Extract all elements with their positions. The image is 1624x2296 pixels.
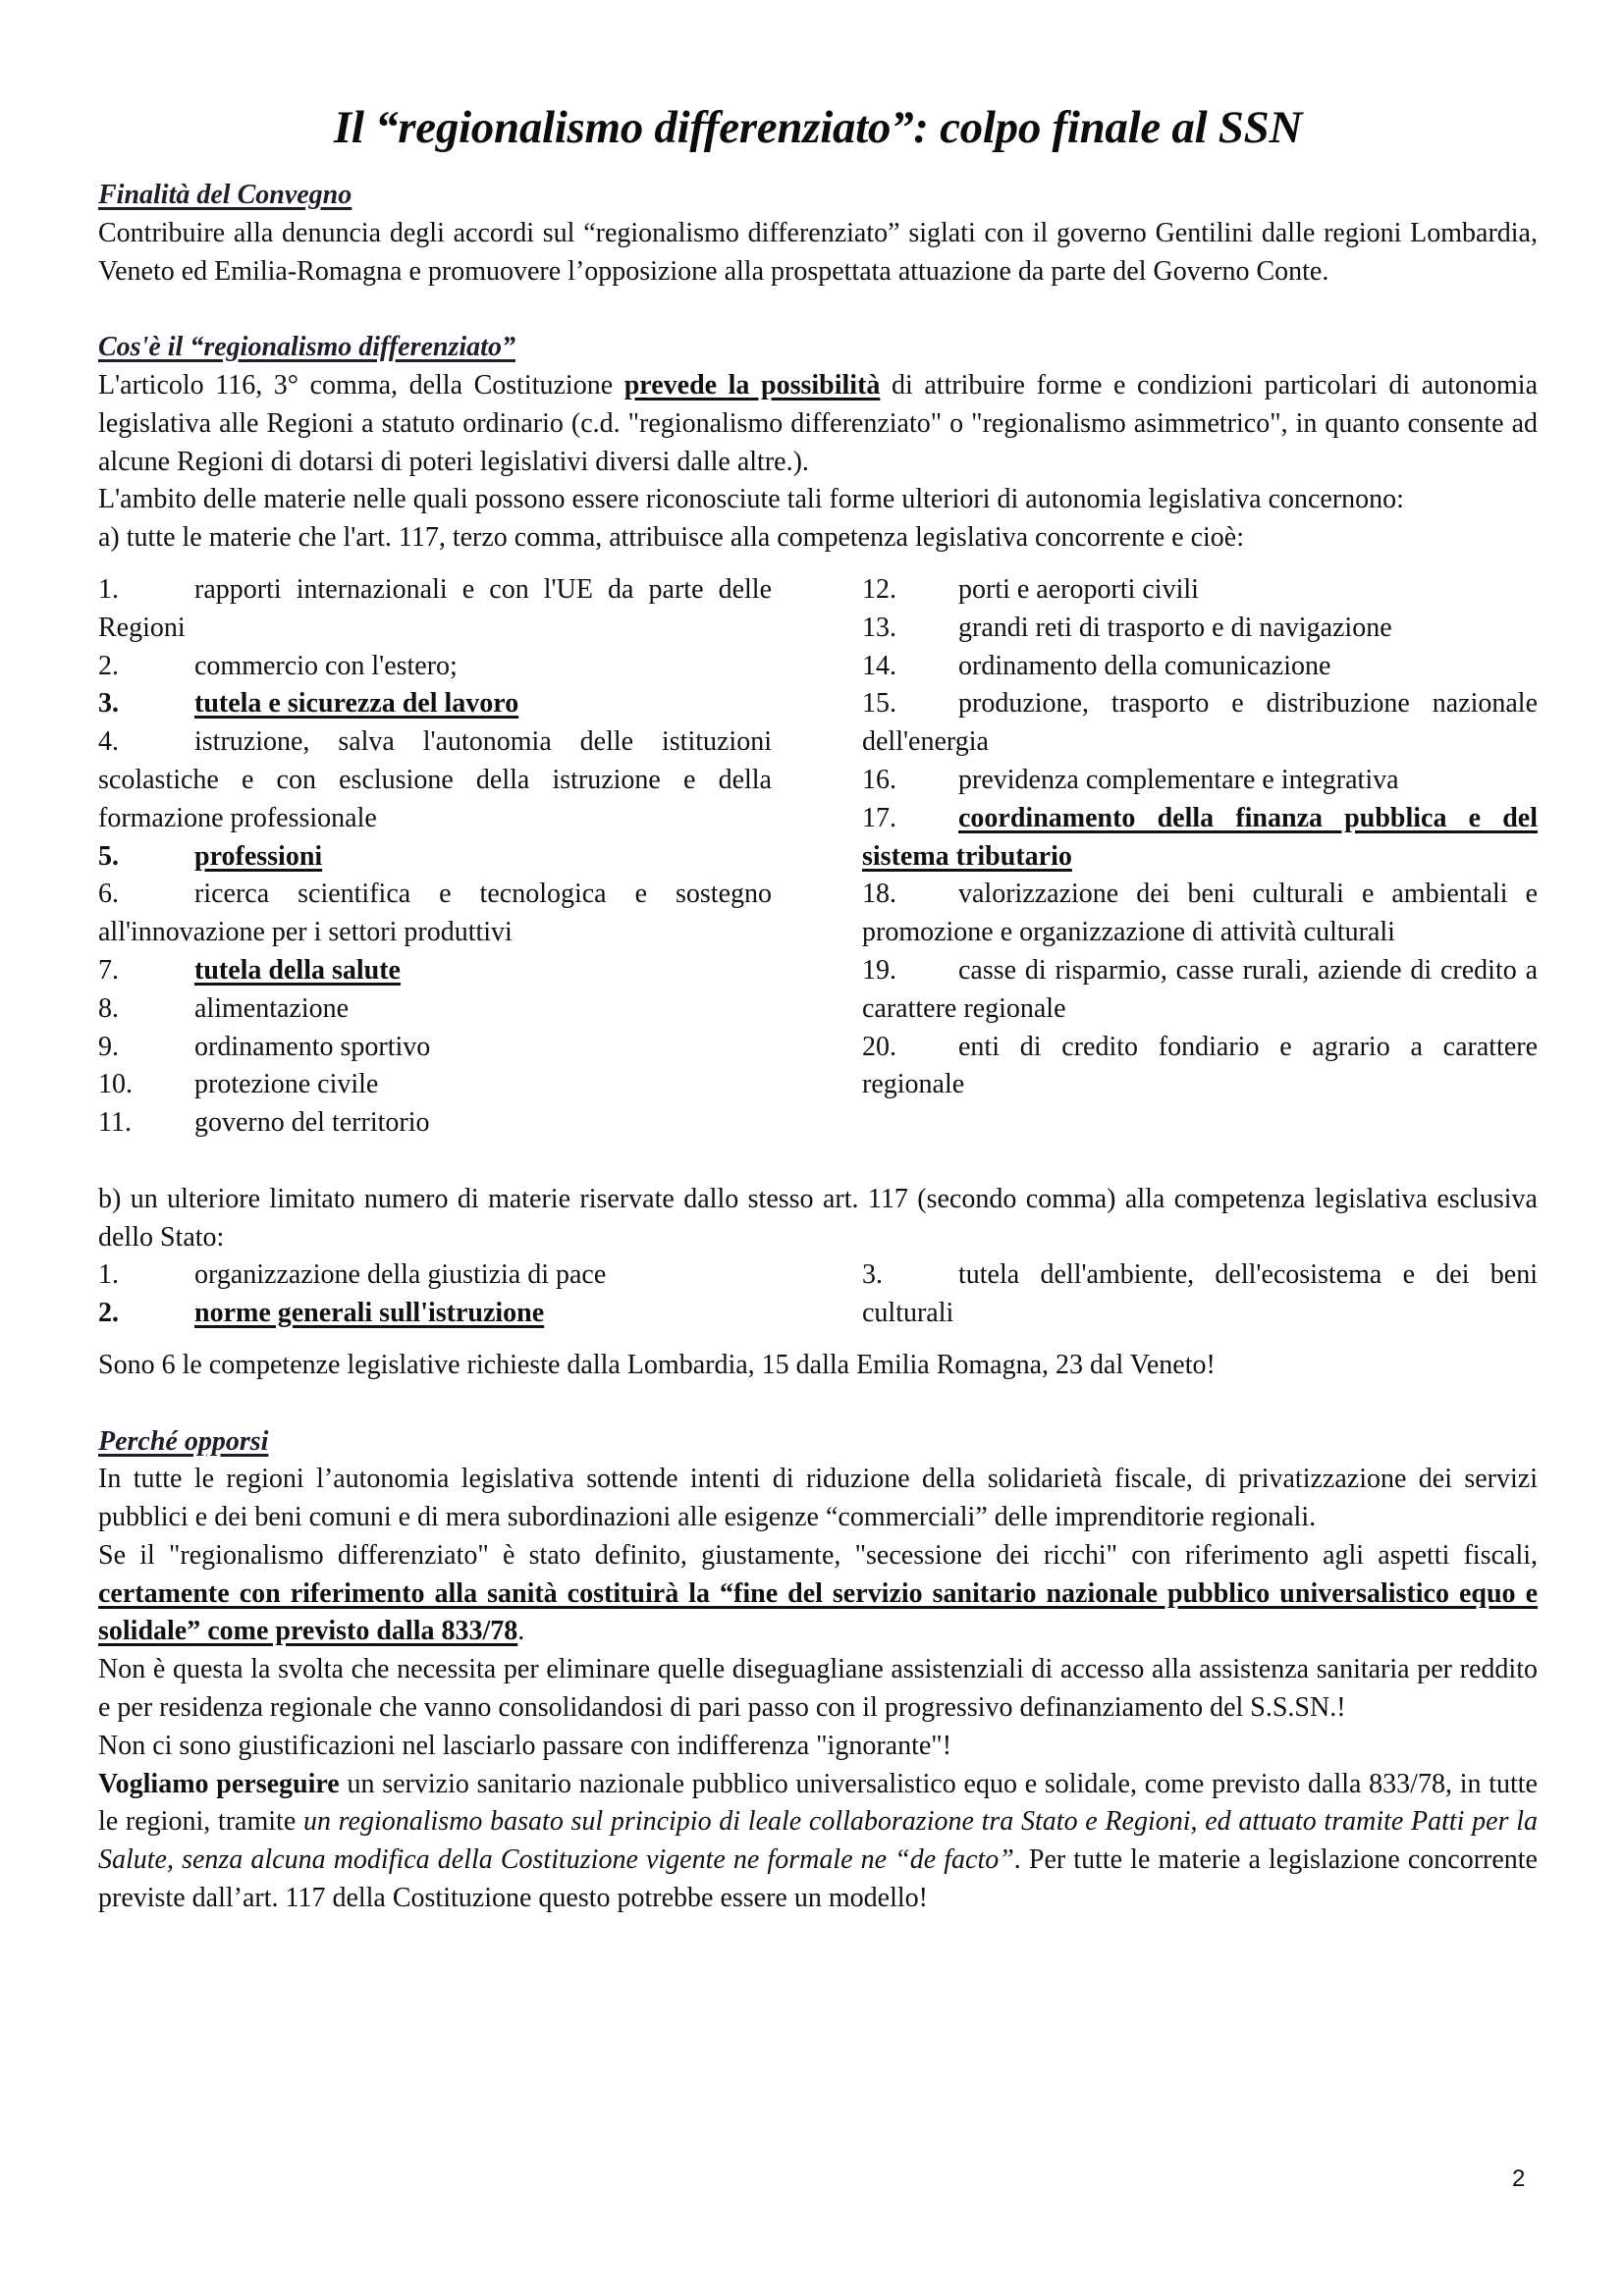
- text-span: Se il "regionalismo differenziato" è stato definito, giustamente, "secessione dei ricchi" con riferimento agli aspetti fiscali,: [98, 1539, 1538, 1571]
- list-item-number: 15.: [862, 688, 896, 720]
- list-item-text: coordinamento della finanza pubblica e del sistema tributario: [862, 802, 1538, 872]
- list-item-text: produzione, trasporto e distribuzione nazionale dell'energia: [862, 688, 1538, 758]
- list-item-text: previdenza complementare e integrativa: [958, 764, 1399, 795]
- list-item-text: valorizzazione dei beni culturali e ambientali e promozione e organizzazione di attività culturali: [862, 879, 1538, 948]
- list-item: [862, 571, 1538, 610]
- section-finalita: [98, 177, 1538, 291]
- list-item-number: 19.: [862, 954, 896, 986]
- list-item-number: 3.: [862, 1259, 883, 1291]
- paragraph: L'ambito delle materie nelle quali possono essere riconosciute tali forme ulteriori di autonomia legislativa concernono:: [98, 484, 1404, 515]
- list-item: [98, 838, 772, 877]
- document-page: [98, 98, 1538, 1918]
- list-item: [862, 610, 1538, 648]
- list-item-number: 20.: [862, 1031, 896, 1062]
- text-span: .: [517, 1616, 525, 1647]
- list-item-number: 2.: [98, 1298, 119, 1329]
- list-item-number: 5.: [98, 840, 119, 872]
- list-b-right-column: [862, 1256, 1538, 1333]
- list-item-text: norme generali sull'istruzione: [194, 1298, 545, 1329]
- list-item-text: tutela della salute: [194, 954, 401, 986]
- list-b: [98, 1256, 1538, 1333]
- section-heading: Perché opporsi: [98, 1425, 269, 1457]
- list-item: [862, 648, 1538, 686]
- paragraph: Non è questa la svolta che necessita per eliminare quelle diseguagliane assistenziali di accesso alla assistenza sanitaria per reddito e per residenza regionale che vanno consolidandosi di pari passo con il progressivo definanziamento del S.S.SN.!: [98, 1654, 1538, 1724]
- paragraph: [98, 1537, 1538, 1651]
- list-item: [862, 762, 1538, 800]
- list-item-number: 13.: [862, 612, 896, 643]
- list-item-number: 7.: [98, 954, 119, 986]
- list-item-text: tutela dell'ambiente, dell'ecosistema e dei beni culturali: [862, 1259, 1538, 1329]
- paragraph: Non ci sono giustificazioni nel lasciarlo passare con indifferenza "ignorante"!: [98, 1730, 952, 1761]
- list-item: [98, 952, 772, 990]
- list-a-left-column: [98, 571, 772, 1143]
- list-item: [862, 685, 1538, 762]
- section-perche-opporsi: [98, 1423, 1538, 1918]
- list-item-text: enti di credito fondiario e agrario a carattere regionale: [862, 1031, 1538, 1100]
- text-span: un servizio sanitario nazionale pubblico universalistico equo e solidale, come previsto dalla 833/78, in tutte le regioni, tramite: [98, 1768, 1538, 1838]
- list-item-text: professioni: [194, 840, 323, 872]
- list-item: [98, 1104, 772, 1143]
- list-item-number: 2.: [98, 650, 119, 681]
- page-number: 2: [1512, 2165, 1526, 2192]
- list-item-number: 17.: [862, 802, 896, 833]
- emphasis-text: certamente con riferimento alla sanità costituirà la “fine del servizio sanitario nazionale pubblico universalistico equo e solidale” come previsto dalla 833/78: [98, 1577, 1538, 1647]
- list-item-number: 9.: [98, 1031, 119, 1062]
- section-cos-e: [98, 329, 1538, 1385]
- list-item-text: porti e aeroporti civili: [958, 573, 1199, 605]
- list-item: [98, 990, 772, 1029]
- list-item-text: tutela e sicurezza del lavoro: [194, 688, 519, 720]
- list-item-text: ordinamento sportivo: [194, 1031, 431, 1062]
- list-item: [862, 952, 1538, 1029]
- text-span: di attribuire forme e condizioni particolari di autonomia legislativa alle Regioni a statuto ordinario (c.d. "regionalismo differenziato" o "regionalismo asimmetrico", in quanto consente ad alcune Regioni di dotarsi di poteri legislativi diversi dalle altre.).: [98, 369, 1538, 477]
- paragraph: [98, 1766, 1538, 1918]
- list-item-number: 6.: [98, 879, 119, 910]
- document-title: Il “regionalismo differenziato”: colpo finale al SSN: [333, 102, 1303, 153]
- emphasis-text: prevede la possibilità: [623, 369, 881, 400]
- list-item: [98, 876, 772, 952]
- paragraph: In tutte le regioni l’autonomia legislativa sottende intenti di riduzione della solidarietà fiscale, di privatizzazione dei servizi pubblici e dei beni comuni e di mera subordinazioni alle esigenze “commerciali” delle imprenditorie regionali.: [98, 1464, 1538, 1533]
- list-item-text: grandi reti di trasporto e di navigazione: [958, 612, 1392, 643]
- list-item-text: casse di risparmio, casse rurali, aziende di credito a carattere regionale: [862, 954, 1538, 1024]
- list-item-text: ordinamento della comunicazione: [958, 650, 1331, 681]
- paragraph: b) un ulteriore limitato numero di materie riservate dallo stesso art. 117 (secondo comma) alla competenza legislativa esclusiva dello Stato:: [98, 1183, 1538, 1253]
- list-item-text: organizzazione della giustizia di pace: [194, 1259, 607, 1291]
- list-item-number: 18.: [862, 879, 896, 910]
- list-item-number: 14.: [862, 650, 896, 681]
- list-a: [98, 571, 1538, 1143]
- list-item-number: 11.: [98, 1107, 132, 1139]
- list-item-text: commercio con l'estero;: [194, 650, 458, 681]
- list-item: [98, 1066, 772, 1104]
- text-span: . Per tutte le materie a legislazione concorrente previste dall’art. 117 della Costituzione questo potrebbe essere un modello!: [98, 1844, 1538, 1914]
- list-item-text: alimentazione: [194, 992, 350, 1024]
- list-item-text: protezione civile: [194, 1069, 379, 1100]
- paragraph: [98, 367, 1538, 481]
- list-item: [98, 1256, 772, 1295]
- italic-text: un regionalismo basato sul principio di leale collaborazione tra Stato e Regioni, ed attuato tramite Patti per la Salute, senza alcuna modifica della Costituzione vigente ne formale ne “de facto”: [98, 1806, 1538, 1876]
- text-span: L'articolo 116, 3° comma, della Costituzione: [98, 369, 624, 400]
- list-item: [98, 648, 772, 686]
- list-item-text: rapporti internazionali e con l'UE da parte delle Regioni: [98, 573, 772, 643]
- list-item-text: governo del territorio: [194, 1107, 430, 1139]
- list-item-number: 8.: [98, 992, 119, 1024]
- paragraph: a) tutte le materie che l'art. 117, terzo comma, attribuisce alla competenza legislativa concorrente e cioè:: [98, 522, 1245, 554]
- list-item-number: 3.: [98, 688, 119, 720]
- list-item: [862, 800, 1538, 877]
- list-item: [98, 1029, 772, 1067]
- list-item: [98, 1295, 772, 1333]
- list-item-number: 1.: [98, 573, 119, 605]
- section-heading: Cos'è il “regionalismo differenziato”: [98, 332, 515, 363]
- list-item-number: 16.: [862, 764, 896, 795]
- bold-text: Vogliamo perseguire: [98, 1768, 340, 1799]
- list-b-left-column: [98, 1256, 772, 1333]
- list-a-right-column: [862, 571, 1538, 1143]
- list-item: [862, 1256, 1538, 1333]
- list-item: [98, 571, 772, 648]
- list-item-number: 1.: [98, 1259, 119, 1291]
- list-item-number: 12.: [862, 573, 896, 605]
- list-item-number: 4.: [98, 726, 119, 758]
- list-item: [98, 723, 772, 837]
- list-item-number: 10.: [98, 1069, 133, 1100]
- list-item: [98, 685, 772, 723]
- paragraph: Sono 6 le competenze legislative richieste dalla Lombardia, 15 dalla Emilia Romagna, 23 dal Veneto!: [98, 1349, 1216, 1380]
- paragraph: Contribuire alla denuncia degli accordi sul “regionalismo differenziato” siglati con il governo Gentilini dalle regioni Lombardia, Veneto ed Emilia-Romagna e promuovere l’opposizione alla prospettata attuazione da parte del Governo Conte.: [98, 217, 1538, 287]
- list-item-text: ricerca scientifica e tecnologica e sostegno all'innovazione per i settori produttivi: [98, 879, 772, 948]
- list-item-text: istruzione, salva l'autonomia delle istituzioni scolastiche e con esclusione della istruzione e della formazione professionale: [98, 726, 772, 833]
- list-item: [862, 1029, 1538, 1105]
- section-heading: Finalità del Convegno: [98, 180, 352, 210]
- list-item: [862, 876, 1538, 952]
